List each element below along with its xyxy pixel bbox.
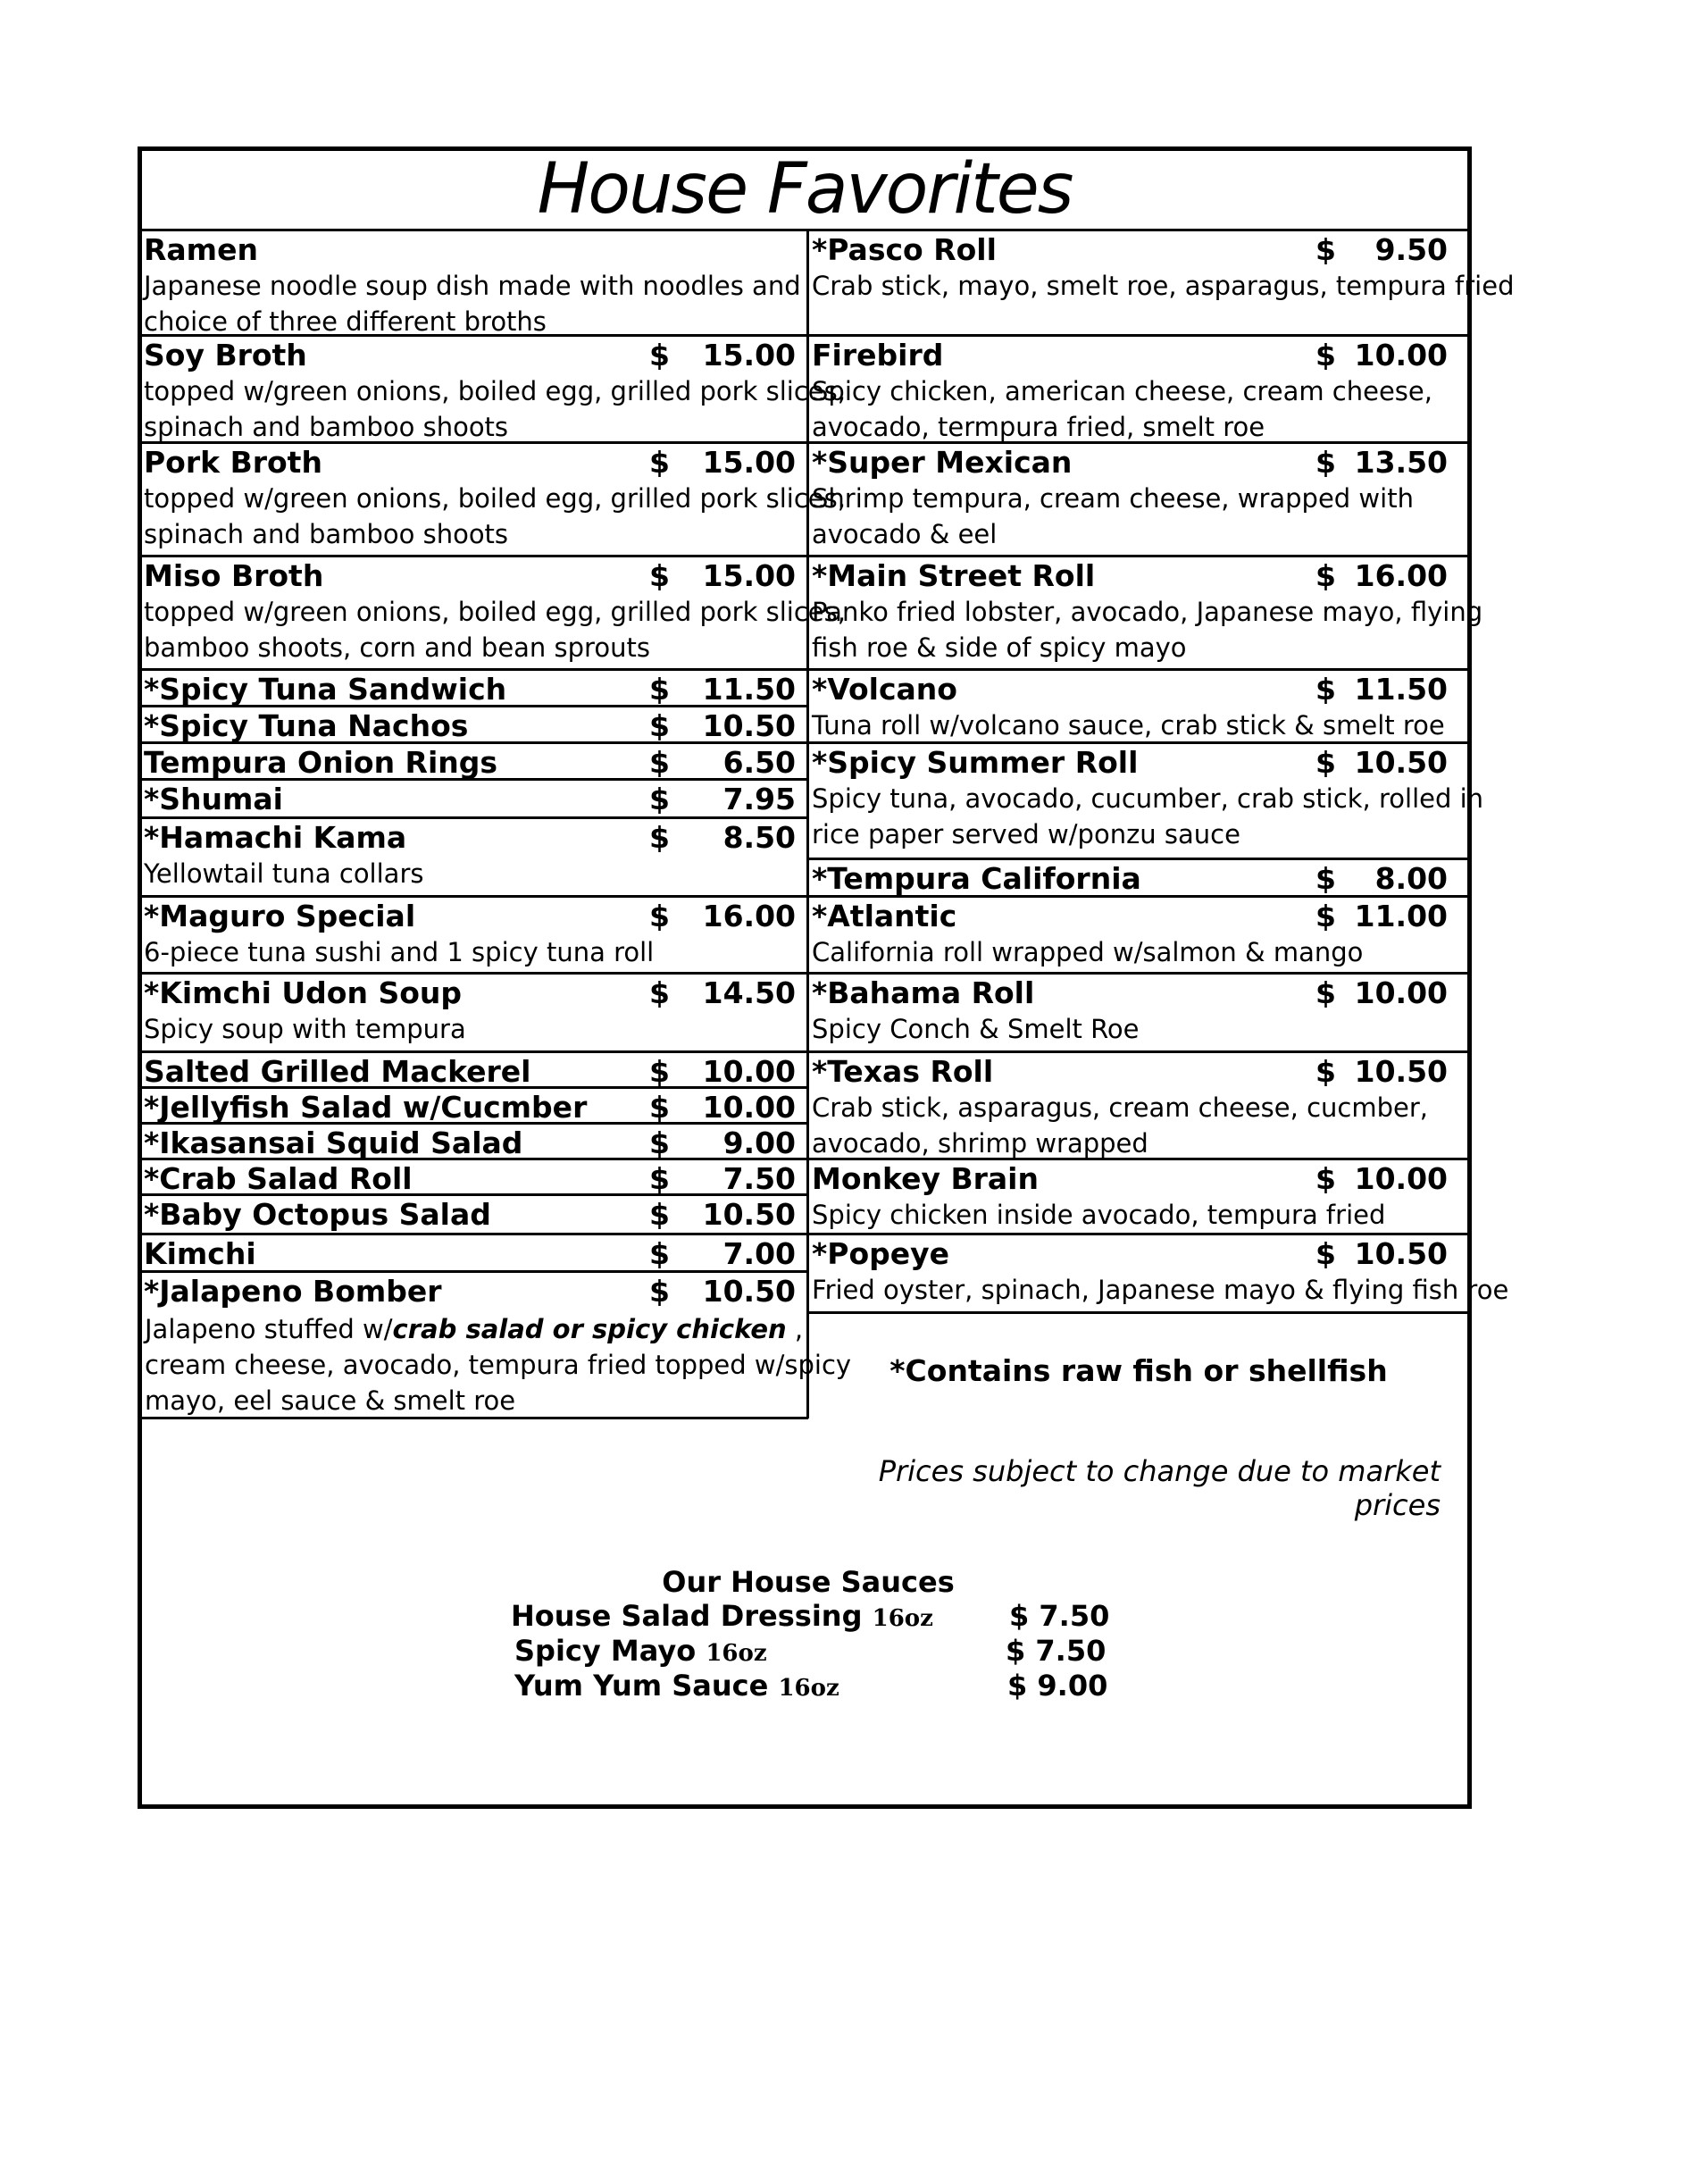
item-name: Ramen xyxy=(144,232,258,267)
jalapeno-desc-prefix: Jalapeno stuffed w/ xyxy=(145,1314,393,1344)
currency-symbol: $ xyxy=(649,1274,670,1309)
sauce-name: House Salad Dressing xyxy=(511,1599,863,1633)
menu-title: House Favorites xyxy=(537,149,1073,230)
item-name: *Tempura California xyxy=(812,861,1141,896)
right-menu-item xyxy=(808,443,1469,556)
item-name: *Maguro Special xyxy=(144,899,416,933)
right-menu-item xyxy=(808,556,1483,670)
currency-symbol: $ xyxy=(649,899,670,933)
item-description: Spicy tuna, avocado, cucumber, crab stick, rolled in rice paper served w/ponzu sauce xyxy=(812,783,1484,849)
item-price: 10.50 xyxy=(702,708,796,743)
currency-symbol: $ xyxy=(649,708,670,743)
left-menu-item xyxy=(140,1195,806,1234)
currency-symbol: $ xyxy=(649,1236,670,1271)
item-price: 15.00 xyxy=(702,338,796,372)
item-name: Miso Broth xyxy=(144,558,324,593)
right-menu-item xyxy=(808,1234,1509,1311)
item-name: *Texas Roll xyxy=(812,1054,994,1089)
left-menu-item xyxy=(140,1124,806,1159)
item-name: *Jellyfish Salad w/Cucmber xyxy=(144,1090,588,1125)
left-menu-item xyxy=(140,780,806,818)
item-name: Pork Broth xyxy=(144,445,322,480)
item-description: Spicy chicken inside avocado, tempura fried xyxy=(812,1200,1386,1230)
currency-symbol: $ xyxy=(649,1197,670,1232)
left-menu-item xyxy=(140,230,806,336)
item-price: 16.00 xyxy=(1354,558,1448,593)
item-name: *Atlantic xyxy=(812,899,957,933)
item-price: 7.50 xyxy=(722,1161,796,1196)
item-description: Spicy soup with tempura xyxy=(144,1014,466,1044)
right-menu-item xyxy=(808,1159,1469,1234)
raw-fish-note: *Contains raw fish or shellfish xyxy=(889,1353,1388,1388)
item-price: 10.00 xyxy=(702,1054,796,1089)
right-menu-item xyxy=(808,1052,1469,1159)
jalapeno-desc-emphasis: crab salad or spicy chicken xyxy=(392,1314,787,1344)
price-change-note: Prices subject to change due to market prices xyxy=(878,1454,1441,1522)
item-name: *Pasco Roll xyxy=(812,232,997,267)
item-description: Spicy chicken, american cheese, cream cheese, avocado, termpura fried, smelt roe xyxy=(812,376,1432,442)
item-name: Firebird xyxy=(812,338,944,372)
house-sauces-title: Our House Sauces xyxy=(662,1565,955,1599)
currency-symbol: $ xyxy=(649,558,670,593)
item-description: Yellowtail tuna collars xyxy=(144,858,424,889)
currency-symbol: $ xyxy=(649,820,670,855)
currency-symbol: $ xyxy=(649,975,670,1010)
sauce-size: 16oz xyxy=(706,1640,767,1667)
sauce-size: 16oz xyxy=(872,1605,933,1632)
item-price: 10.50 xyxy=(1354,1054,1448,1089)
left-menu-item xyxy=(140,556,846,670)
currency-symbol: $ xyxy=(1315,1236,1336,1271)
item-price: 16.00 xyxy=(702,899,796,933)
item-price: 9.50 xyxy=(1374,232,1448,267)
item-name: *Crab Salad Roll xyxy=(144,1161,413,1196)
currency-symbol: $ xyxy=(649,338,670,372)
right-menu-item xyxy=(808,336,1469,443)
item-name: *Hamachi Kama xyxy=(144,820,407,855)
left-menu-item xyxy=(140,707,806,743)
left-menu-item xyxy=(140,336,846,443)
item-name: *Shumai xyxy=(144,782,283,816)
sauce-item xyxy=(511,1599,933,1633)
sauce-name: Yum Yum Sauce xyxy=(514,1669,769,1703)
currency-symbol: $ xyxy=(649,782,670,816)
item-description: topped w/green onions, boiled egg, grilled pork slices, spinach and bamboo shoots xyxy=(144,483,846,549)
item-name: *Bahama Roll xyxy=(812,975,1035,1010)
currency-symbol: $ xyxy=(1315,1054,1336,1089)
item-price: 15.00 xyxy=(702,558,796,593)
item-price: 14.50 xyxy=(702,975,796,1010)
currency-symbol: $ xyxy=(649,1161,670,1196)
item-description: California roll wrapped w/salmon & mango xyxy=(812,937,1364,967)
jalapeno-desc-suffix: , xyxy=(786,1314,804,1344)
item-description: topped w/green onions, boiled egg, grilled pork slices, bamboo shoots, corn and bean sprouts xyxy=(144,597,846,663)
item-name: *Popeye xyxy=(812,1236,950,1271)
sauce-size: 16oz xyxy=(778,1675,839,1702)
item-price: 7.95 xyxy=(722,782,796,816)
item-name: *Spicy Tuna Nachos xyxy=(144,708,469,743)
item-price: 11.00 xyxy=(1354,899,1448,933)
left-menu-item xyxy=(140,443,846,556)
sauce-price: $ 7.50 xyxy=(1009,1599,1110,1633)
item-description: Crab stick, mayo, smelt roe, asparagus, tempura fried xyxy=(812,271,1515,301)
left-menu-item xyxy=(140,974,806,1052)
left-menu-item xyxy=(140,1272,806,1311)
item-description: Fried oyster, spinach, Japanese mayo & flying fish roe xyxy=(812,1275,1509,1305)
item-name: *Main Street Roll xyxy=(812,558,1096,593)
item-description: Tuna roll w/volcano sauce, crab stick & smelt roe xyxy=(812,710,1445,741)
currency-symbol: $ xyxy=(649,1125,670,1160)
item-price: 6.50 xyxy=(722,745,796,780)
item-price: 10.00 xyxy=(1354,1161,1448,1196)
currency-symbol: $ xyxy=(649,672,670,707)
item-name: Monkey Brain xyxy=(812,1161,1039,1196)
sauce-price: $ 7.50 xyxy=(1006,1634,1107,1668)
item-price: 10.50 xyxy=(702,1197,796,1232)
sauce-item xyxy=(514,1669,839,1703)
right-menu-item xyxy=(808,230,1515,336)
left-menu-item xyxy=(140,670,806,707)
right-menu-item xyxy=(808,670,1469,743)
item-price: 10.00 xyxy=(1354,338,1448,372)
item-price: 8.00 xyxy=(1374,861,1448,896)
left-menu-item xyxy=(140,1159,806,1195)
left-menu-item xyxy=(140,743,806,780)
item-price: 9.00 xyxy=(722,1125,796,1160)
item-price: 10.00 xyxy=(1354,975,1448,1010)
currency-symbol: $ xyxy=(649,1090,670,1125)
item-price: 10.50 xyxy=(1354,1236,1448,1271)
currency-symbol: $ xyxy=(1315,445,1336,480)
currency-symbol: $ xyxy=(1315,861,1336,896)
item-price: 10.50 xyxy=(702,1274,796,1309)
item-description: Crab stick, asparagus, cream cheese, cucmber, avocado, shrimp wrapped xyxy=(812,1092,1428,1159)
currency-symbol: $ xyxy=(1315,232,1336,267)
left-menu-item xyxy=(140,897,806,974)
item-name: *Baby Octopus Salad xyxy=(144,1197,491,1232)
left-menu-item xyxy=(140,1052,806,1088)
item-price: 15.00 xyxy=(702,445,796,480)
currency-symbol: $ xyxy=(1315,338,1336,372)
currency-symbol: $ xyxy=(649,445,670,480)
currency-symbol: $ xyxy=(1315,558,1336,593)
item-price: 7.00 xyxy=(722,1236,796,1271)
currency-symbol: $ xyxy=(1315,745,1336,780)
item-name: *Kimchi Udon Soup xyxy=(144,975,463,1010)
sauce-item xyxy=(514,1634,767,1668)
item-price: 10.50 xyxy=(1354,745,1448,780)
sauce-price: $ 9.00 xyxy=(1007,1669,1108,1703)
item-name: Salted Grilled Mackerel xyxy=(144,1054,531,1089)
jalapeno-bomber-description xyxy=(145,1311,851,1418)
right-menu-item xyxy=(808,743,1484,859)
sauce-name: Spicy Mayo xyxy=(514,1634,697,1668)
item-price: 10.00 xyxy=(702,1090,796,1125)
item-name: Soy Broth xyxy=(144,338,307,372)
item-name: *Ikasansai Squid Salad xyxy=(144,1125,523,1160)
item-name: *Spicy Summer Roll xyxy=(812,745,1139,780)
right-column-bottom-border xyxy=(806,1311,1469,1314)
item-name: Kimchi xyxy=(144,1236,256,1271)
item-description: 6-piece tuna sushi and 1 spicy tuna roll xyxy=(144,937,655,967)
item-name: *Spicy Tuna Sandwich xyxy=(144,672,507,707)
item-price: 11.50 xyxy=(702,672,796,707)
jalapeno-desc-line3: mayo, eel sauce & smelt roe xyxy=(145,1385,516,1416)
currency-symbol: $ xyxy=(1315,975,1336,1010)
item-description: Panko fried lobster, avocado, Japanese mayo, flying fish roe & side of spicy mayo xyxy=(812,597,1483,663)
right-menu-item xyxy=(808,859,1469,897)
jalapeno-desc-line2: cream cheese, avocado, tempura fried topped w/spicy xyxy=(145,1350,852,1380)
right-menu-item xyxy=(808,897,1469,974)
item-name: *Jalapeno Bomber xyxy=(144,1274,442,1309)
currency-symbol: $ xyxy=(649,745,670,780)
left-menu-item xyxy=(140,1234,806,1272)
left-menu-item xyxy=(140,818,806,897)
item-description: topped w/green onions, boiled egg, grilled pork slices, spinach and bamboo shoots xyxy=(144,376,846,442)
currency-symbol: $ xyxy=(649,1054,670,1089)
currency-symbol: $ xyxy=(1315,1161,1336,1196)
item-name: *Super Mexican xyxy=(812,445,1073,480)
item-price: 11.50 xyxy=(1354,672,1448,707)
item-description: Shrimp tempura, cream cheese, wrapped with avocado & eel xyxy=(812,483,1414,549)
currency-symbol: $ xyxy=(1315,899,1336,933)
item-price: 8.50 xyxy=(722,820,796,855)
item-description: Spicy Conch & Smelt Roe xyxy=(812,1014,1140,1044)
item-name: *Volcano xyxy=(812,672,957,707)
right-menu-item xyxy=(808,974,1469,1052)
item-description: Japanese noodle soup dish made with noodles and choice of three different broths xyxy=(144,271,801,337)
item-name: Tempura Onion Rings xyxy=(144,745,498,780)
left-menu-item xyxy=(140,1088,806,1124)
item-price: 13.50 xyxy=(1354,445,1448,480)
currency-symbol: $ xyxy=(1315,672,1336,707)
